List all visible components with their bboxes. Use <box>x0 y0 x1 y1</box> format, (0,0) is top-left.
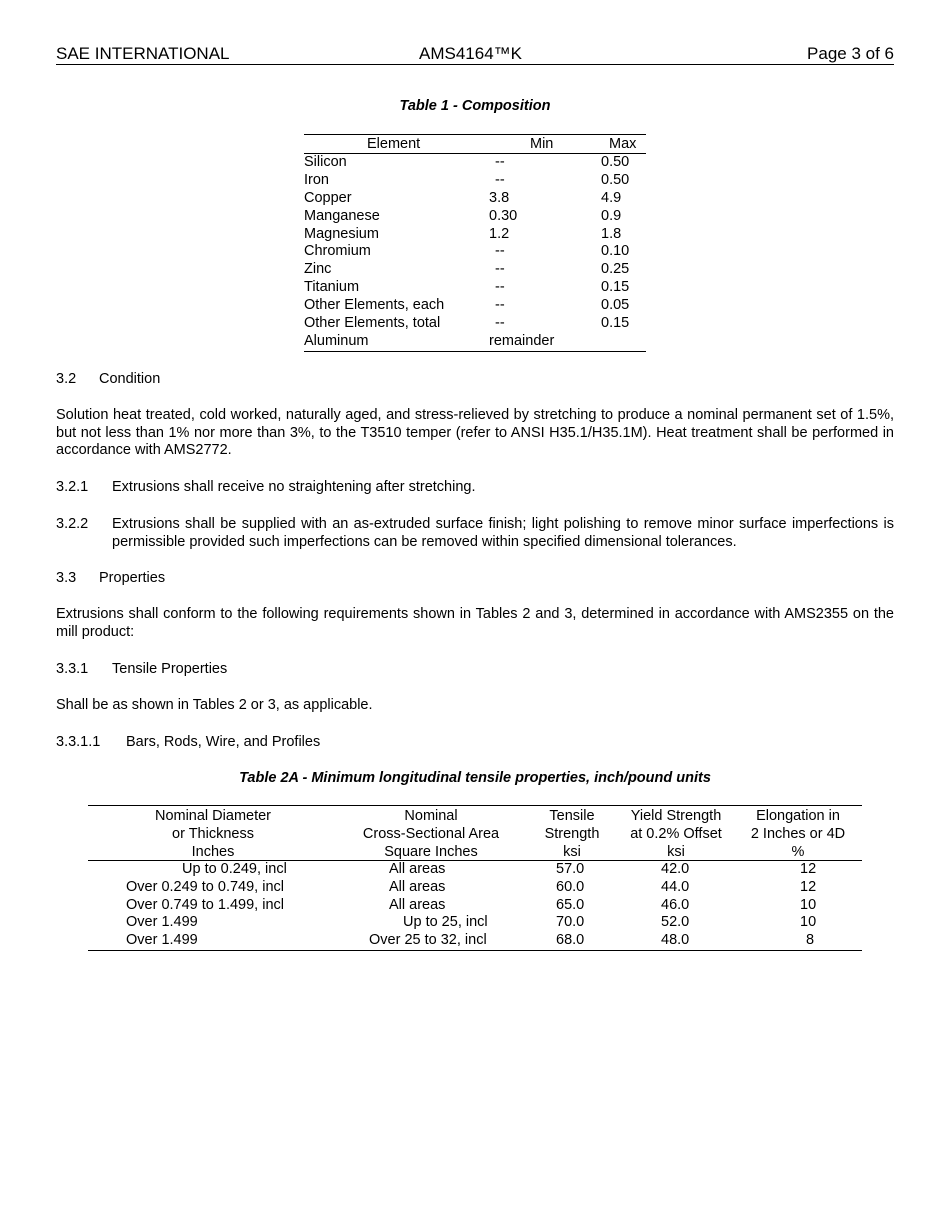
column-header-yield <box>616 807 736 861</box>
header-page-number: Page 3 of 6 <box>807 44 894 63</box>
cell-min: -- <box>495 171 505 188</box>
cell-tensile: 60.0 <box>556 878 585 895</box>
section-title: Tensile Properties <box>112 661 228 677</box>
cell-area: All areas <box>389 896 446 913</box>
table-row <box>304 243 646 261</box>
table-row <box>304 279 646 297</box>
section-number: 3.3 <box>56 570 77 586</box>
header-line: at 0.2% Offset <box>630 826 722 842</box>
cell-element: Silicon <box>304 154 347 170</box>
cell-max: 0.15 <box>601 279 630 296</box>
table-row <box>304 297 646 315</box>
cell-elongation: 10 <box>800 896 817 913</box>
header-line: Nominal Diameter <box>154 808 272 824</box>
cell-tensile: 68.0 <box>556 932 585 949</box>
cell-tensile: 65.0 <box>556 896 585 913</box>
cell-min: -- <box>495 279 505 296</box>
header-line: Nominal <box>404 808 458 824</box>
header-line: ksi <box>563 844 581 860</box>
cell-element: Iron <box>304 171 329 188</box>
column-header-thickness <box>108 807 318 861</box>
column-header-max: Max <box>609 136 637 152</box>
table-row <box>304 226 646 244</box>
composition-table <box>304 134 646 352</box>
section-title: Condition <box>99 371 161 387</box>
table-row <box>88 914 862 932</box>
table1-caption: Table 1 - Composition <box>399 98 551 114</box>
cell-yield: 46.0 <box>661 896 690 913</box>
cell-area: All areas <box>389 861 446 877</box>
cell-element: Other Elements, total <box>304 315 441 332</box>
table-row <box>88 897 862 915</box>
cell-min: remainder <box>489 332 555 349</box>
cell-yield: 42.0 <box>661 861 690 877</box>
header-line: Inches <box>191 844 235 860</box>
tensile-properties-table <box>88 805 862 951</box>
section-title: Bars, Rods, Wire, and Profiles <box>126 734 321 750</box>
cell-elongation: 12 <box>800 878 817 895</box>
column-header-min: Min <box>530 136 554 152</box>
table-header-row <box>304 135 646 154</box>
cell-max: 0.50 <box>601 154 630 170</box>
section-number: 3.3.1 <box>56 661 89 677</box>
cell-max: 4.9 <box>601 189 622 206</box>
section-number: 3.2.2 <box>56 516 89 532</box>
cell-element: Copper <box>304 189 352 206</box>
cell-element: Manganese <box>304 207 380 224</box>
cell-max: 0.50 <box>601 171 630 188</box>
header-line: Strength <box>544 826 600 842</box>
cell-thickness: Over 0.249 to 0.749, incl <box>126 878 284 895</box>
cell-max: 0.05 <box>601 297 630 314</box>
paragraph: Extrusions shall conform to the following requirements shown in Tables 2 and 3, determined in accordance with AMS2355 on the mill product: <box>56 606 894 640</box>
cell-min: -- <box>495 154 505 170</box>
paragraph: Shall be as shown in Tables 2 or 3, as applicable. <box>56 697 373 713</box>
cell-element: Chromium <box>304 243 371 260</box>
header-org: SAE INTERNATIONAL <box>56 44 230 63</box>
header-line: % <box>791 844 805 860</box>
table-row <box>304 172 646 190</box>
header-line: or Thickness <box>172 826 254 842</box>
table-row <box>304 190 646 208</box>
cell-max: 0.9 <box>601 207 622 224</box>
table-row <box>304 208 646 226</box>
cell-element: Titanium <box>304 279 360 296</box>
section-number: 3.2 <box>56 371 77 387</box>
cell-thickness: Over 0.749 to 1.499, incl <box>126 896 284 913</box>
cell-min: -- <box>495 315 505 332</box>
header-line: Square Inches <box>384 844 478 860</box>
cell-min: 3.8 <box>489 189 510 206</box>
table-header-row <box>88 806 862 861</box>
cell-element: Zinc <box>304 261 332 278</box>
page-header <box>56 44 894 65</box>
cell-area: Up to 25, incl <box>403 914 488 931</box>
cell-area: All areas <box>389 878 446 895</box>
cell-yield: 44.0 <box>661 878 690 895</box>
column-header-tensile <box>532 807 612 861</box>
table2a-caption: Table 2A - Minimum longitudinal tensile properties, inch/pound units <box>239 770 711 786</box>
cell-tensile: 70.0 <box>556 914 585 931</box>
cell-max: 0.10 <box>601 243 630 260</box>
section-number: 3.3.1.1 <box>56 734 101 750</box>
cell-element: Magnesium <box>304 225 379 242</box>
table-row <box>304 315 646 333</box>
header-doc-id: AMS4164™K <box>419 44 522 63</box>
cell-min: 0.30 <box>489 207 518 224</box>
column-header-elongation <box>743 807 853 861</box>
table-row <box>88 932 862 950</box>
cell-elongation: 10 <box>800 914 817 931</box>
column-header-element: Element <box>367 136 421 152</box>
cell-max: 0.25 <box>601 261 630 278</box>
table-row <box>88 861 862 879</box>
cell-yield: 52.0 <box>661 914 690 931</box>
cell-thickness: Over 1.499 <box>126 914 198 931</box>
cell-max: 1.8 <box>601 225 622 242</box>
cell-thickness: Up to 0.249, incl <box>182 861 287 877</box>
cell-area: Over 25 to 32, incl <box>369 932 487 949</box>
header-line: Yield Strength <box>630 808 722 824</box>
header-line: 2 Inches or 4D <box>750 826 846 842</box>
cell-thickness: Over 1.499 <box>126 932 198 949</box>
cell-min: 1.2 <box>489 225 510 242</box>
paragraph: Solution heat treated, cold worked, naturally aged, and stress-relieved by stretching to produce a nominal permanent set of 1.5%, but not less than 1% nor more than 3%, to the T3510 temper (refer to ANSI H35.1/H35.1M). Heat treatment shall be performed in accordance with AMS2772. <box>56 407 894 458</box>
section-text: Extrusions shall receive no straightening after stretching. <box>112 479 476 495</box>
section-title: Properties <box>99 570 166 586</box>
section-text: Extrusions shall be supplied with an as-extruded surface finish; light polishing to remove minor surface imperfections is permissible provided such imperfections can be removed within specified dimensional tolerances. <box>112 516 894 550</box>
header-line: Tensile <box>549 808 595 824</box>
header-line: Elongation in <box>756 808 840 824</box>
cell-min: -- <box>495 297 505 314</box>
cell-min: -- <box>495 243 505 260</box>
cell-max: 0.15 <box>601 315 630 332</box>
table-row <box>88 879 862 897</box>
cell-element: Other Elements, each <box>304 297 445 314</box>
cell-element: Aluminum <box>304 332 369 349</box>
table-row <box>304 154 646 172</box>
header-line: Cross-Sectional Area <box>362 826 500 842</box>
cell-elongation: 8 <box>806 932 815 949</box>
cell-elongation: 12 <box>800 861 817 877</box>
column-header-area <box>341 807 521 861</box>
table-row <box>304 261 646 279</box>
section-number: 3.2.1 <box>56 479 89 495</box>
header-line: ksi <box>667 844 685 860</box>
table-row <box>304 333 646 351</box>
cell-min: -- <box>495 261 505 278</box>
cell-yield: 48.0 <box>661 932 690 949</box>
cell-tensile: 57.0 <box>556 861 585 877</box>
